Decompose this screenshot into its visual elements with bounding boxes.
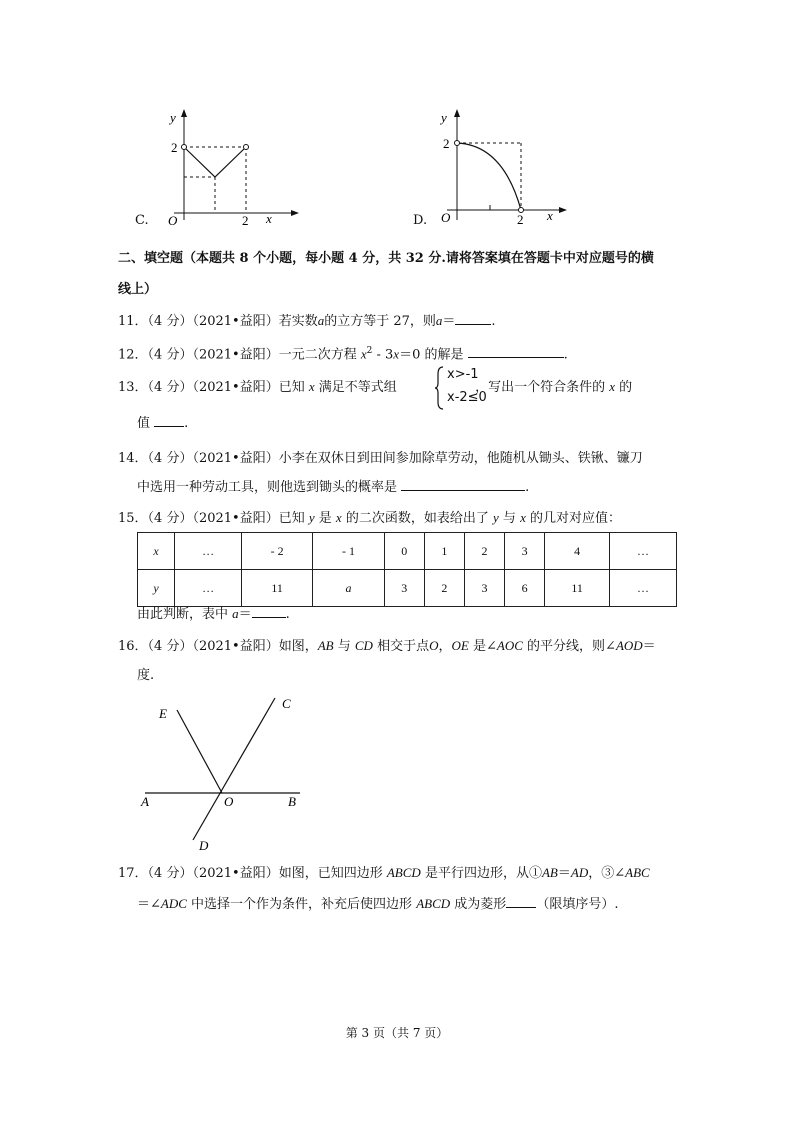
table-cell: 6 — [505, 570, 545, 607]
table-cell: 2 — [464, 533, 504, 570]
answer-blank-11[interactable] — [455, 312, 491, 325]
question-13: 13．（4 分）（2021•益阳）已知 x 满足不等式组 ，写出一个符合条件的 x 的 — [118, 379, 633, 395]
table-cell: 3 — [384, 570, 424, 607]
table-cell: x — [138, 533, 175, 570]
question-16: 16．（4 分）（2021•益阳）如图，AB 与 CD 相交于点O，OE 是∠AOC 的平分线，则∠AOD＝ — [118, 638, 656, 654]
inequality-2: x-2≤0 — [447, 390, 487, 405]
angle-figure — [135, 690, 315, 860]
table-cell: - 1 — [313, 533, 384, 570]
graph-c-svg — [160, 105, 300, 230]
table-cell: - 2 — [242, 533, 313, 570]
table-row-y — [138, 570, 677, 607]
label-o: O — [224, 794, 234, 809]
graph-d-x-tick: 2 — [517, 212, 524, 227]
question-13-line2: 值 . — [137, 416, 189, 431]
table-cell: … — [175, 533, 242, 570]
table-cell: a — [313, 570, 384, 607]
table-cell: 11 — [242, 570, 313, 607]
graph-c-y-label: y — [170, 110, 176, 125]
graph-d — [413, 105, 573, 235]
question-16-line2: 度. — [137, 668, 155, 683]
label-d: D — [199, 838, 209, 853]
question-12: 12．（4 分）（2021•益阳）一元二次方程 $x^2 - 3x=0$ 的解是 . — [118, 346, 568, 363]
question-14-line1: 14．（4 分）（2021•益阳）小李在双休日到田间参加除草劳动，他随机从锄头、铁锹、镰刀 — [118, 451, 643, 466]
graph-d-origin: O — [441, 210, 451, 225]
question-11: 11．（4 分）（2021•益阳）若实数a的立方等于 27，则a＝ . — [118, 313, 496, 329]
label-c: C — [282, 696, 291, 711]
graph-c-y-tick: 2 — [171, 140, 178, 155]
page-footer: 第 3 页（共 7 页） — [345, 1026, 449, 1040]
table-cell: … — [610, 570, 677, 607]
question-17: 17．（4 分）（2021•益阳）如图，已知四边形 ABCD 是平行四边形，从①AB＝AD，③∠ABC — [118, 865, 650, 881]
graph-d-y-tick: 2 — [443, 136, 450, 151]
graph-c-letter: C. — [135, 213, 149, 228]
answer-blank-17[interactable] — [506, 895, 536, 908]
value-table — [137, 532, 677, 607]
question-14-line2: 中选用一种劳动工具，则他选到锄头的概率是 . — [137, 480, 530, 495]
graph-c-origin: O — [168, 213, 178, 228]
brace-icon — [434, 366, 444, 410]
table-cell: 1 — [424, 533, 464, 570]
graph-c-x-label: x — [266, 211, 272, 226]
label-b: B — [288, 794, 296, 809]
question-15-after: 由此判断，表中 a＝ . — [137, 606, 290, 622]
graph-d-svg — [433, 105, 573, 230]
table-cell: … — [610, 533, 677, 570]
graph-d-x-label: x — [547, 208, 553, 223]
graph-c-x-tick: 2 — [242, 213, 249, 228]
answer-blank-13[interactable] — [154, 414, 184, 427]
inequality-system — [434, 366, 504, 410]
table-cell: 3 — [464, 570, 504, 607]
inequality-1: x>-1 — [447, 367, 479, 382]
table-cell: 2 — [424, 570, 464, 607]
table-cell: … — [175, 570, 242, 607]
table-cell: 11 — [545, 570, 610, 607]
table-row-x — [138, 533, 677, 570]
question-17-line2: ＝∠ADC 中选择一个作为条件，补充后使四边形 ABCD 成为菱形 （限填序号）. — [137, 896, 619, 912]
answer-blank-15[interactable] — [252, 605, 286, 618]
table-cell: 3 — [505, 533, 545, 570]
answer-blank-14[interactable] — [401, 478, 525, 491]
graph-c — [135, 105, 295, 235]
section-heading-line1: 二、填空题（本题共 8 个小题，每小题 4 分，共 32 分.请将答案填在答题卡中对应题号的横 — [118, 251, 654, 266]
graph-d-letter: D. — [413, 213, 428, 228]
section-heading-line2: 线上） — [118, 282, 158, 297]
label-a: A — [141, 794, 149, 809]
graph-d-y-label: y — [441, 110, 447, 125]
table-cell: 4 — [545, 533, 610, 570]
label-e: E — [159, 706, 167, 721]
table-cell: y — [138, 570, 175, 607]
answer-blank-12[interactable] — [468, 345, 564, 358]
table-cell: 0 — [384, 533, 424, 570]
question-15: 15．（4 分）（2021•益阳）已知 y 是 x 的二次函数，如表给出了 y 与 x 的几对对应值： — [118, 510, 622, 526]
